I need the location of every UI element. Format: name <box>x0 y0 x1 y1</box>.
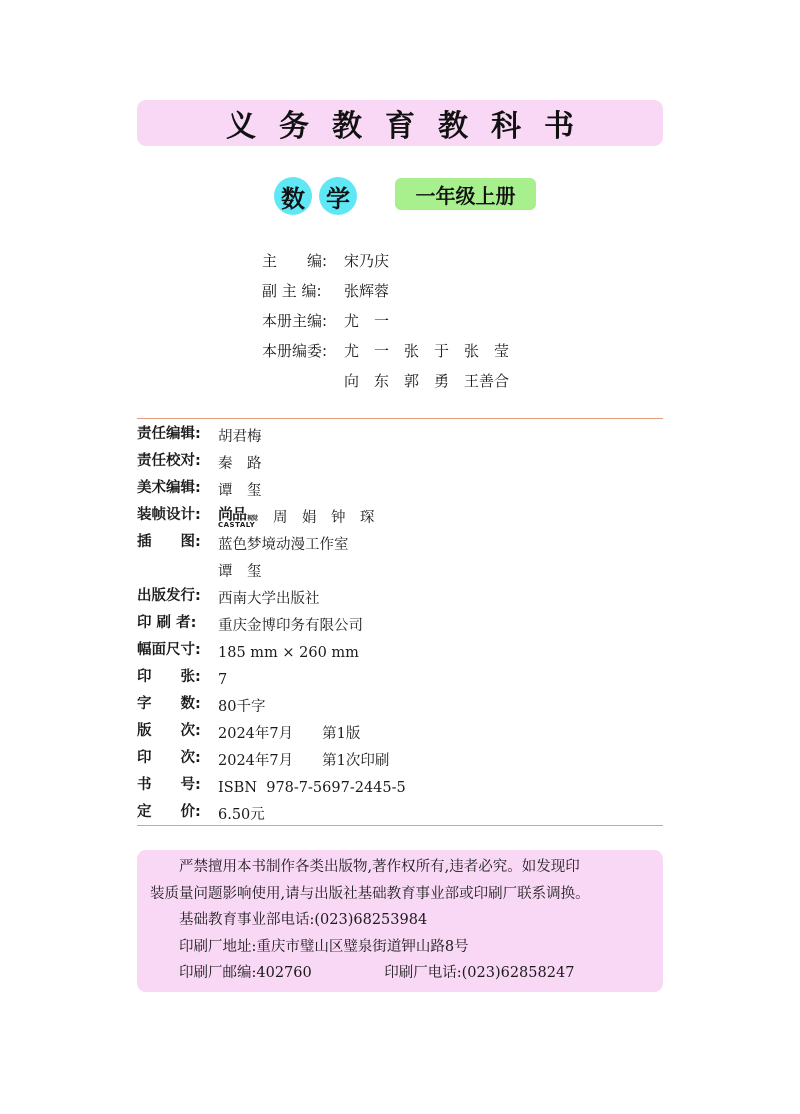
info-row <box>137 558 406 585</box>
info-row <box>137 585 406 612</box>
editor-label: 本册主编: <box>262 312 328 330</box>
info-label: 印 次: <box>137 750 201 766</box>
info-value: 6.50元 <box>218 806 265 823</box>
info-label: 字 数: <box>137 696 201 712</box>
info-value: 谭 玺 <box>218 482 262 499</box>
info-row <box>137 693 406 720</box>
series-banner <box>137 100 663 146</box>
info-value: 蓝色梦境动漫工作室 <box>218 536 349 553</box>
info-label: 书 号: <box>137 777 201 793</box>
designer-names: 周 娟 钟 琛 <box>273 509 375 526</box>
notice-line: 装质量问题影响使用,请与出版社基础教育事业部或印刷厂联系调换。 <box>150 885 590 902</box>
info-label: 装帧设计: <box>137 507 201 523</box>
editor-value: 宋乃庆 <box>344 252 390 270</box>
info-label: 印 刷 者: <box>137 615 197 631</box>
notice-line: 严禁擅用本书制作各类出版物,著作权所有,违者必究。如发现印 <box>150 859 580 875</box>
info-row <box>137 450 406 477</box>
logo-mark <box>218 504 258 523</box>
editor-row <box>262 370 509 400</box>
info-row <box>137 801 406 828</box>
info-row <box>137 531 406 558</box>
info-value: 185 mm × 260 mm <box>218 644 359 661</box>
editor-row <box>262 310 509 340</box>
logo-text: 尚品 <box>218 504 247 523</box>
info-value: 2024年7月 第1次印刷 <box>218 752 390 769</box>
info-label: 出版发行: <box>137 588 201 604</box>
info-row <box>137 504 406 531</box>
notice-line: 基础教育事业部电话:(023)68253984 <box>150 912 428 928</box>
editor-row <box>262 340 509 370</box>
info-row <box>137 774 406 801</box>
info-label: 责任校对: <box>137 453 201 469</box>
editor-value: 向 东 郭 勇 王善合 <box>344 372 510 390</box>
editor-value: 张辉蓉 <box>344 282 390 300</box>
info-value: 7 <box>218 671 228 688</box>
info-label: 插 图: <box>137 534 201 550</box>
info-row <box>137 639 406 666</box>
grade-badge: 一年级上册 <box>395 178 536 210</box>
info-label: 版 次: <box>137 723 201 739</box>
info-value: ISBN 978-7-5697-2445-5 <box>218 779 406 796</box>
info-value: 秦 路 <box>218 455 262 472</box>
castaly-logo <box>218 504 258 529</box>
info-label: 印 张: <box>137 669 201 685</box>
editor-label: 主 编: <box>262 252 328 270</box>
info-value: 80千字 <box>218 698 266 715</box>
logo-english-text: CASTALY <box>218 520 256 529</box>
editor-label: 本册编委: <box>262 342 328 360</box>
info-row <box>137 477 406 504</box>
subject-title <box>274 177 364 215</box>
info-label <box>137 558 218 585</box>
info-value-design <box>218 504 375 531</box>
editor-label <box>262 370 344 400</box>
publication-info <box>137 423 406 828</box>
subject-char-2: 学 <box>319 177 357 215</box>
info-value: 2024年7月 第1版 <box>218 725 361 742</box>
editor-row <box>262 250 509 280</box>
notice-line: 印刷厂邮编:402760 印刷厂电话:(023)62858247 <box>150 965 575 981</box>
info-value: 西南大学出版社 <box>218 590 320 607</box>
info-row <box>137 666 406 693</box>
info-row <box>137 747 406 774</box>
editor-value: 尤 一 张 于 张 莹 <box>344 342 510 360</box>
divider-top <box>137 418 663 419</box>
editors-list <box>262 250 509 400</box>
info-label: 定 价: <box>137 804 201 820</box>
logo-small-text: 视觉 <box>247 514 258 522</box>
info-row <box>137 423 406 450</box>
copyright-notice <box>137 850 663 992</box>
info-label: 美术编辑: <box>137 480 201 496</box>
subject-char-1: 数 <box>274 177 312 215</box>
series-title: 义务教育教科书 <box>226 109 597 144</box>
info-row <box>137 612 406 639</box>
notice-line: 印刷厂地址:重庆市璧山区璧泉街道钾山路8号 <box>150 938 469 955</box>
info-value: 重庆金博印务有限公司 <box>218 617 363 634</box>
info-value: 谭 玺 <box>218 563 262 580</box>
info-label: 责任编辑: <box>137 426 201 442</box>
editor-value: 尤 一 <box>344 312 390 330</box>
info-row <box>137 720 406 747</box>
info-label: 幅面尺寸: <box>137 642 201 658</box>
editor-label: 副 主 编: <box>262 282 322 300</box>
info-value: 胡君梅 <box>218 428 262 445</box>
divider-bottom <box>137 825 663 826</box>
editor-row <box>262 280 509 310</box>
